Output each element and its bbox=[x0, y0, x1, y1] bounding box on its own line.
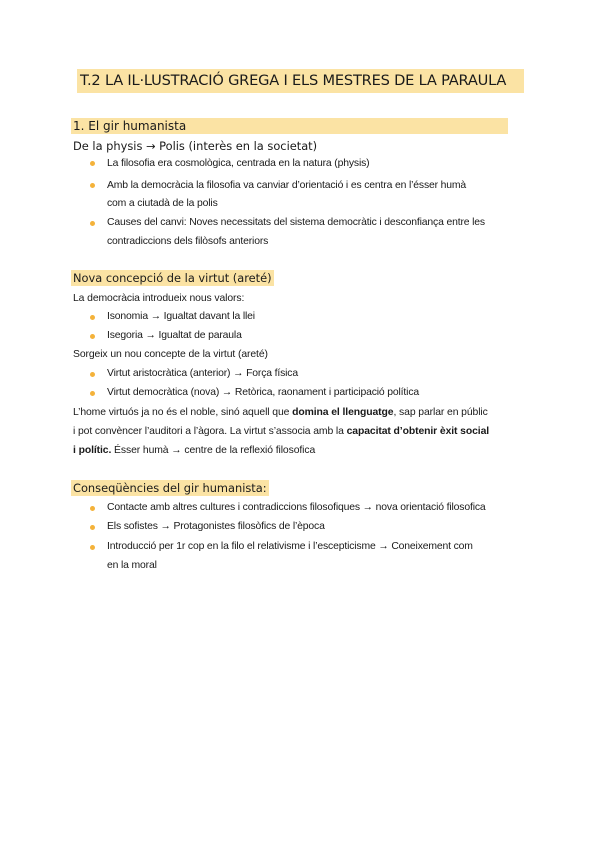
list-item: Els sofistes → Protagonistes filosòfics de l’època bbox=[107, 521, 325, 532]
list-item: Introducció per 1r cop en la filo el relativisme i l’escepticisme → Coneixement com bbox=[107, 541, 473, 552]
bold-text: i polític. bbox=[73, 445, 112, 456]
bold-text: capacitat d’obtenir èxit social bbox=[346, 426, 490, 437]
text-run: L’home virtuós ja no és el noble, sinó aquell que bbox=[73, 407, 293, 418]
list-item-continuation: contradiccions dels filòsofs anteriors bbox=[107, 236, 269, 247]
bullet-icon bbox=[90, 391, 95, 396]
text-run: Ésser humà → centre de la reflexió filosofica bbox=[111, 445, 316, 456]
text-run: , sap parlar en públic bbox=[393, 407, 488, 418]
paragraph-line bbox=[73, 441, 315, 460]
bullet-icon bbox=[90, 161, 95, 166]
list-item: Virtut democràtica (nova) → Retòrica, raonament i participació política bbox=[107, 387, 419, 398]
paragraph-line bbox=[73, 403, 488, 422]
paragraph-line bbox=[73, 422, 489, 441]
section-heading-virtut: Nova concepció de la virtut (areté) bbox=[73, 271, 272, 285]
paragraph-intro: La democràcia introdueix nous valors: bbox=[73, 293, 245, 304]
list-item-continuation: en la moral bbox=[107, 560, 157, 571]
subheading-physis-polis: De la physis → Polis (interès en la societat) bbox=[73, 139, 318, 153]
list-item: La filosofia era cosmològica, centrada en la natura (physis) bbox=[107, 158, 370, 169]
list-item-continuation: com a ciutadà de la polis bbox=[107, 198, 218, 209]
text-run: i pot convèncer l’auditori a l’àgora. La virtut s’associa amb la bbox=[73, 426, 347, 437]
bullet-icon bbox=[90, 315, 95, 320]
bullet-icon bbox=[90, 183, 95, 188]
bullet-icon bbox=[90, 545, 95, 550]
paragraph-intro2: Sorgeix un nou concepte de la virtut (areté) bbox=[73, 349, 268, 360]
bullet-icon bbox=[90, 372, 95, 377]
bold-text: domina el llenguatge bbox=[292, 407, 394, 418]
list-item: Isegoria → Igualtat de paraula bbox=[107, 330, 242, 341]
bullet-icon bbox=[90, 506, 95, 511]
list-item: Contacte amb altres cultures i contradiccions filosofiques → nova orientació filosofica bbox=[107, 502, 486, 513]
section-heading-gir-humanista: 1. El gir humanista bbox=[71, 118, 508, 134]
document-title: T.2 LA IL·LUSTRACIÓ GREGA I ELS MESTRES DE LA PARAULA bbox=[77, 69, 524, 93]
bullet-icon bbox=[90, 221, 95, 226]
list-item: Isonomia → Igualtat davant la llei bbox=[107, 311, 255, 322]
list-item: Causes del canvi: Noves necessitats del sistema democràtic i desconfiança entre les bbox=[107, 217, 485, 228]
bullet-icon bbox=[90, 334, 95, 339]
bullet-icon bbox=[90, 525, 95, 530]
list-item: Amb la democràcia la filosofia va canviar d’orientació i es centra en l’ésser humà bbox=[107, 180, 467, 191]
list-item: Virtut aristocràtica (anterior) → Força física bbox=[107, 368, 298, 379]
section-heading-consequencies: Conseqüències del gir humanista: bbox=[73, 481, 267, 495]
